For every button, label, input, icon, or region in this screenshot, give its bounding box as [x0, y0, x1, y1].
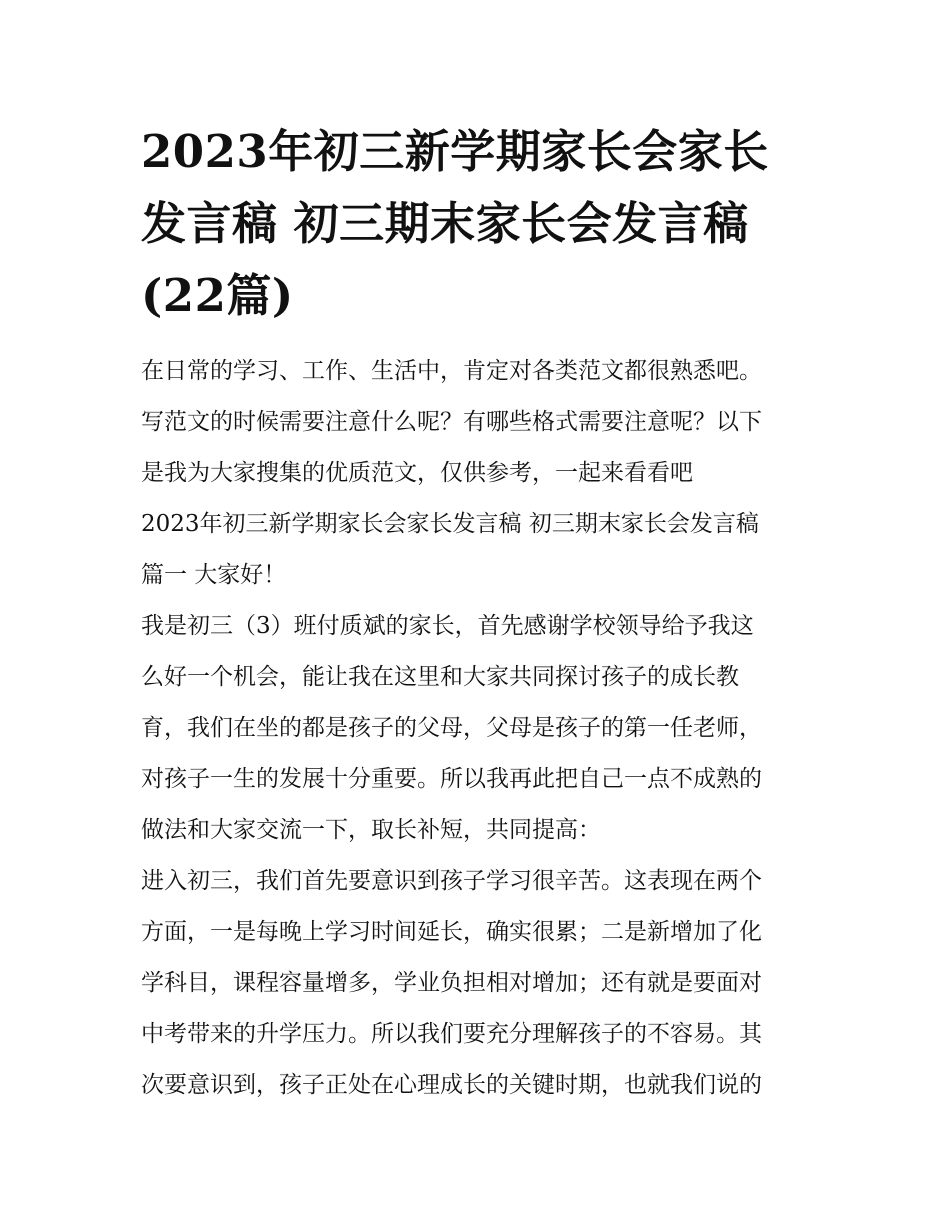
- body-line: 在日常的学习、工作、生活中，肯定对各类范文都很熟悉吧。: [141, 358, 762, 384]
- body-line: 对孩子一生的发展十分重要。所以我再此把自己一点不成熟的: [141, 766, 762, 792]
- body-line: 么好一个机会，能让我在这里和大家共同探讨孩子的成长教: [141, 664, 739, 690]
- document-body: [141, 346, 821, 1111]
- body-line: 写范文的时候需要注意什么呢？有哪些格式需要注意呢？以下: [141, 409, 762, 435]
- document-title: [141, 116, 821, 332]
- title-line: 发言稿 初三期末家长会发言稿: [141, 197, 749, 250]
- title-line: (22篇): [141, 269, 294, 322]
- title-line: 2023年初三新学期家长会家长: [141, 125, 769, 178]
- body-line: 是我为大家搜集的优质范文，仅供参考，一起来看看吧: [141, 460, 693, 486]
- body-line: 2023年初三新学期家长会家长发言稿 初三期末家长会发言稿: [141, 511, 759, 537]
- document-page: [141, 116, 821, 1111]
- body-line: 我是初三（3）班付质斌的家长，首先感谢学校领导给予我这: [141, 613, 754, 639]
- body-line: 中考带来的升学压力。所以我们要充分理解孩子的不容易。其: [141, 1021, 762, 1047]
- body-line: 方面，一是每晚上学习时间延长，确实很累；二是新增加了化: [141, 919, 762, 945]
- body-line: 次要意识到，孩子正处在心理成长的关键时期，也就我们说的: [141, 1072, 762, 1098]
- body-line: 学科目，课程容量增多，学业负担相对增加；还有就是要面对: [141, 970, 762, 996]
- body-line: 进入初三，我们首先要意识到孩子学习很辛苦。这表现在两个: [141, 868, 762, 894]
- body-line: 育，我们在坐的都是孩子的父母，父母是孩子的第一任老师，: [141, 715, 762, 741]
- body-line: 篇一 大家好！: [141, 562, 287, 588]
- body-line: 做法和大家交流一下，取长补短，共同提高：: [141, 817, 601, 843]
